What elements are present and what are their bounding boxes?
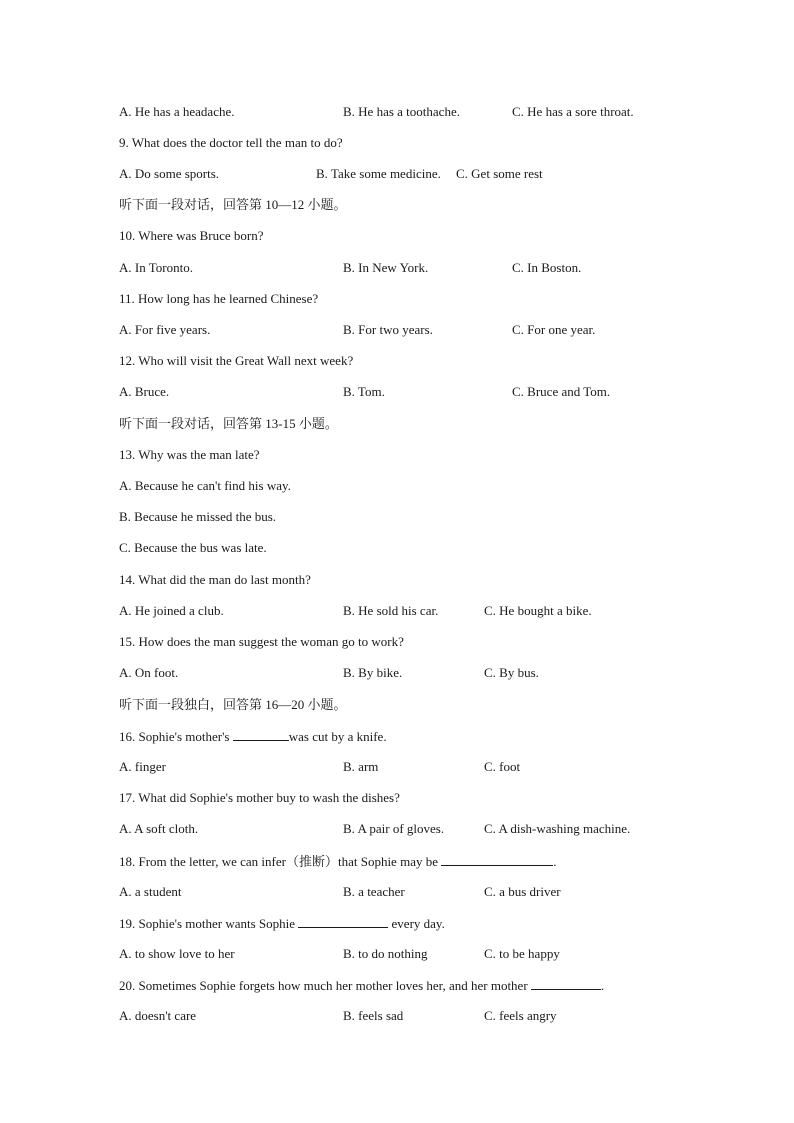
q9-option-a: A. Do some sports.	[119, 166, 220, 181]
q13-option-a: A. Because he can't find his way.	[119, 478, 291, 493]
q17-question: 17. What did Sophie's mother buy to wash the dishes?	[119, 790, 400, 805]
q16-question-end: was cut by a knife.	[288, 729, 387, 744]
q13-option-b: B. Because he missed the bus.	[119, 509, 277, 524]
q9-option-c: C. Get some rest	[456, 166, 543, 181]
q20-option-c: C. feels angry	[484, 1008, 557, 1023]
q18-question-end: .	[553, 854, 557, 869]
q20-option-b: B. feels sad	[343, 1008, 404, 1023]
q8-option-c: C. He has a sore throat.	[512, 104, 634, 119]
q15-option-b: B. By bike.	[343, 665, 403, 680]
q16-option-c: C. foot	[484, 759, 521, 774]
q12-option-a: A. Bruce.	[119, 384, 170, 399]
q9-question: 9. What does the doctor tell the man to do?	[119, 135, 343, 150]
section-heading-13-15: 听下面一段对话，回答第 13-15 小题。	[119, 416, 338, 431]
q13-option-c: C. Because the bus was late.	[119, 540, 267, 555]
q8-option-b: B. He has a toothache.	[343, 104, 460, 119]
q9-option-b: B. Take some medicine.	[316, 166, 441, 181]
q11-option-b: B. For two years.	[343, 322, 433, 337]
q17-option-c: C. A dish-washing machine.	[484, 821, 631, 836]
q10-option-a: A. In Toronto.	[119, 260, 193, 275]
q10-option-b: B. In New York.	[343, 260, 429, 275]
q19-question-end: every day.	[388, 916, 445, 931]
q15-option-c: C. By bus.	[484, 665, 539, 680]
q16-option-a: A. finger	[119, 759, 166, 774]
q10-question: 10. Where was Bruce born?	[119, 228, 264, 243]
q15-option-a: A. On foot.	[119, 665, 179, 680]
answer-blank	[233, 728, 289, 741]
q14-option-a: A. He joined a club.	[119, 603, 224, 618]
q20-question-end: .	[600, 978, 605, 993]
section-heading-16-20: 听下面一段独白，回答第 16—20 小题。	[119, 697, 347, 712]
q18-option-a: A. a student	[119, 884, 182, 899]
q18-question	[119, 853, 556, 870]
q18-question-start: 18. From the letter, we can infer（推断）that Sophie may be	[119, 854, 442, 869]
answer-blank	[531, 977, 601, 990]
q20-question	[119, 977, 604, 994]
q20-question-start: 20. Sometimes Sophie forgets how much her mother loves her, and her mother	[119, 978, 531, 993]
q18-option-c: C. a bus driver	[484, 884, 561, 899]
q16-question	[119, 728, 387, 745]
q19-option-c: C. to be happy	[484, 946, 560, 961]
q12-question: 12. Who will visit the Great Wall next week?	[119, 353, 354, 368]
q11-option-c: C. For one year.	[512, 322, 596, 337]
q12-option-c: C. Bruce and Tom.	[512, 384, 611, 399]
q16-question-start: 16. Sophie's mother's	[119, 729, 233, 744]
q19-option-a: A. to show love to her	[119, 946, 235, 961]
answer-blank	[441, 853, 553, 866]
q11-option-a: A. For five years.	[119, 322, 211, 337]
q14-option-c: C. He bought a bike.	[484, 603, 592, 618]
answer-blank	[298, 915, 388, 928]
q10-option-c: C. In Boston.	[512, 260, 582, 275]
q15-question: 15. How does the man suggest the woman go to work?	[119, 634, 404, 649]
q11-question: 11. How long has he learned Chinese?	[119, 291, 319, 306]
q8-option-a: A. He has a headache.	[119, 104, 235, 119]
q14-option-b: B. He sold his car.	[343, 603, 439, 618]
q13-question: 13. Why was the man late?	[119, 447, 260, 462]
q17-option-b: B. A pair of gloves.	[343, 821, 445, 836]
q12-option-b: B. Tom.	[343, 384, 385, 399]
q14-question: 14. What did the man do last month?	[119, 572, 311, 587]
q19-question-start: 19. Sophie's mother wants Sophie	[119, 916, 299, 931]
q19-question	[119, 915, 445, 932]
q19-option-b: B. to do nothing	[343, 946, 428, 961]
section-heading-10-12: 听下面一段对话，回答第 10—12 小题。	[119, 197, 347, 212]
q20-option-a: A. doesn't care	[119, 1008, 197, 1023]
q17-option-a: A. A soft cloth.	[119, 821, 199, 836]
q18-option-b: B. a teacher	[343, 884, 405, 899]
q16-option-b: B. arm	[343, 759, 379, 774]
